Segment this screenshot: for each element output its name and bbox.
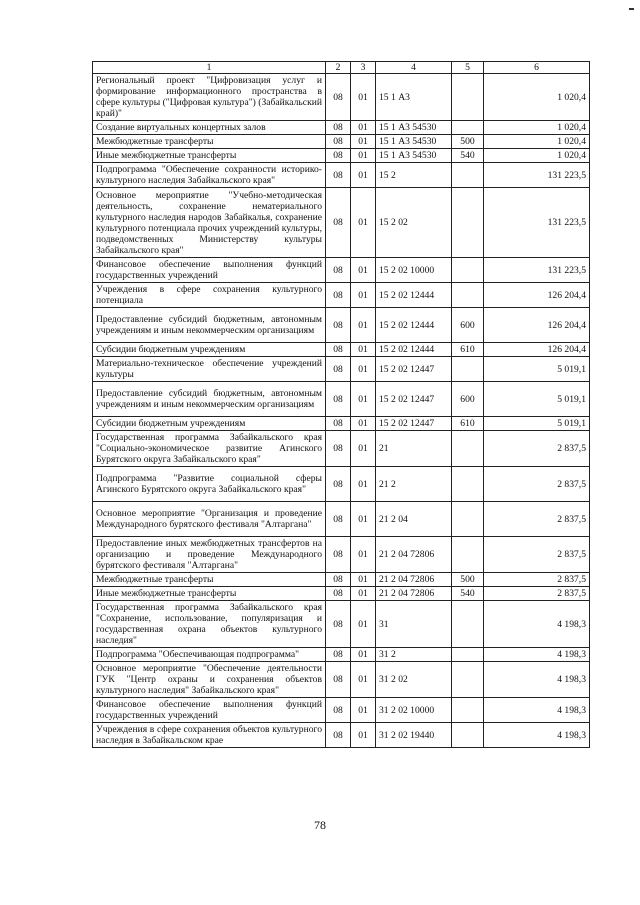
cell-c5: 600 [452,308,484,343]
table-row [93,308,590,343]
cell-c4: 21 2 04 [376,502,452,537]
cell-name: Финансовое обеспечение выполнения функций государственных учреждений [93,258,326,283]
cell-name: Финансовое обеспечение выполнения функций государственных учреждений [93,698,326,723]
cell-c3: 01 [351,587,376,601]
cell-c5 [452,357,484,382]
cell-name: Предоставление субсидий бюджетным, автономным учреждениям и иным некоммерческим организациям [93,382,326,417]
cell-c2: 08 [326,258,351,283]
cell-name: Иные межбюджетные трансферты [93,149,326,163]
cell-c5 [452,648,484,662]
table-row [93,382,590,417]
table-row [93,502,590,537]
header-col-3: 3 [351,62,376,74]
cell-c3: 01 [351,258,376,283]
cell-c6: 1 020,4 [484,74,590,121]
cell-c3: 01 [351,648,376,662]
budget-table [92,61,590,748]
cell-c2: 08 [326,283,351,308]
cell-c5 [452,502,484,537]
cell-c6: 1 020,4 [484,149,590,163]
table-row [93,573,590,587]
cell-c3: 01 [351,723,376,748]
table-row [93,343,590,357]
page-number: 78 [314,818,326,832]
cell-c4: 15 2 02 12447 [376,357,452,382]
table-row [93,537,590,573]
cell-c2: 08 [326,698,351,723]
cell-c5 [452,258,484,283]
cell-c6: 2 837,5 [484,573,590,587]
cell-c5: 540 [452,587,484,601]
cell-c2: 08 [326,723,351,748]
cell-c5: 540 [452,149,484,163]
cell-c4: 15 2 [376,163,452,188]
cell-c6: 4 198,3 [484,601,590,648]
table-row [93,74,590,121]
cell-c2: 08 [326,587,351,601]
cell-c5: 500 [452,135,484,149]
cell-name: Субсидии бюджетным учреждениям [93,343,326,357]
cell-c4: 31 [376,601,452,648]
cell-name: Материально-техническое обеспечение учреждений культуры [93,357,326,382]
cell-name: Подпрограмма "Развитие социальной сферы Агинского Бурятского округа Забайкальского края" [93,467,326,502]
cell-name: Государственная программа Забайкальского края "Сохранение, использование, популяризация и государственная охрана объектов культурного наследия" [93,601,326,648]
header-col-6: 6 [484,62,590,74]
cell-c3: 01 [351,382,376,417]
cell-c2: 08 [326,648,351,662]
table-row [93,135,590,149]
cell-c4: 15 1 А3 54530 [376,121,452,135]
cell-c4: 15 2 02 10000 [376,258,452,283]
cell-c6: 4 198,3 [484,662,590,698]
cell-c2: 08 [326,662,351,698]
cell-c5: 610 [452,343,484,357]
cell-c4: 21 [376,431,452,467]
table-row [93,431,590,467]
cell-c6: 2 837,5 [484,467,590,502]
header-row [93,62,590,74]
table-row [93,417,590,431]
cell-c5: 600 [452,382,484,417]
cell-c6: 131 223,5 [484,163,590,188]
cell-name: Иные межбюджетные трансферты [93,587,326,601]
cell-c3: 01 [351,502,376,537]
cell-c5 [452,467,484,502]
table-row [93,188,590,258]
cell-name: Основное мероприятие "Учебно-методическая деятельность, сохранение нематериального культурного наследия народов Забайкалья, сохранение культурного потенциала прочих учреждений культуры, подведомственных Министерству культуры Забайкальского края" [93,188,326,258]
scan-mark [629,8,634,10]
table-row [93,723,590,748]
cell-c3: 01 [351,308,376,343]
table-row [93,648,590,662]
cell-name: Предоставление иных межбюджетных трансфертов на организацию и проведение Международного бурятского фестиваля "Алтаргана" [93,537,326,573]
cell-c2: 08 [326,343,351,357]
cell-c5 [452,723,484,748]
cell-c6: 4 198,3 [484,723,590,748]
cell-c2: 08 [326,431,351,467]
cell-c4: 21 2 [376,467,452,502]
cell-c6: 2 837,5 [484,537,590,573]
cell-c4: 15 1 А3 54530 [376,135,452,149]
table-row [93,163,590,188]
table-row [93,601,590,648]
cell-c2: 08 [326,74,351,121]
table-row [93,357,590,382]
cell-c3: 01 [351,417,376,431]
table-row [93,698,590,723]
table-row [93,258,590,283]
cell-name: Субсидии бюджетным учреждениям [93,417,326,431]
cell-c3: 01 [351,135,376,149]
header-col-1: 1 [93,62,326,74]
cell-c6: 1 020,4 [484,121,590,135]
cell-c3: 01 [351,283,376,308]
cell-c3: 01 [351,573,376,587]
cell-c2: 08 [326,573,351,587]
cell-c2: 08 [326,357,351,382]
cell-c5 [452,121,484,135]
cell-c5 [452,601,484,648]
cell-c6: 4 198,3 [484,648,590,662]
header-col-5: 5 [452,62,484,74]
cell-c4: 15 2 02 12444 [376,308,452,343]
cell-c3: 01 [351,601,376,648]
table-row [93,121,590,135]
cell-c2: 08 [326,188,351,258]
cell-c3: 01 [351,431,376,467]
cell-c4: 15 2 02 [376,188,452,258]
cell-c4: 15 2 02 12444 [376,283,452,308]
cell-c4: 31 2 02 10000 [376,698,452,723]
cell-c3: 01 [351,357,376,382]
cell-name: Учреждения в сфере сохранения культурного потенциала [93,283,326,308]
cell-c4: 15 2 02 12447 [376,382,452,417]
table-row [93,587,590,601]
cell-name: Учреждения в сфере сохранения объектов культурного наследия в Забайкальском крае [93,723,326,748]
cell-c5: 610 [452,417,484,431]
cell-name: Основное мероприятие "Организация и проведение Международного бурятского фестиваля "Алтаргана" [93,502,326,537]
cell-c6: 5 019,1 [484,417,590,431]
cell-c5 [452,698,484,723]
cell-name: Подпрограмма "Обеспечение сохранности историко-культурного наследия Забайкальского края" [93,163,326,188]
cell-c3: 01 [351,121,376,135]
cell-c6: 2 837,5 [484,431,590,467]
cell-c2: 08 [326,417,351,431]
cell-name: Создание виртуальных концертных залов [93,121,326,135]
cell-c2: 08 [326,163,351,188]
cell-c5 [452,662,484,698]
cell-name: Основное мероприятие "Обеспечение деятельности ГУК "Центр охраны и сохранения объектов культурного наследия" Забайкальского края" [93,662,326,698]
cell-c4: 21 2 04 72806 [376,587,452,601]
cell-c5 [452,431,484,467]
cell-c4: 31 2 [376,648,452,662]
cell-c3: 01 [351,467,376,502]
cell-c6: 2 837,5 [484,502,590,537]
cell-c5 [452,74,484,121]
cell-c4: 15 2 02 12447 [376,417,452,431]
cell-c4: 31 2 02 19440 [376,723,452,748]
cell-c6: 2 837,5 [484,587,590,601]
cell-name: Государственная программа Забайкальского края "Социально-экономическое развитие Агинского Бурятского округа Забайкальского края" [93,431,326,467]
cell-name: Предоставление субсидий бюджетным, автономным учреждениям и иным некоммерческим организациям [93,308,326,343]
cell-name: Региональный проект "Цифровизация услуг и формирование информационного пространства в сфере культуры ("Цифровая культура") (Забайкальский край)" [93,74,326,121]
cell-c6: 4 198,3 [484,698,590,723]
cell-c4: 31 2 02 [376,662,452,698]
cell-c4: 21 2 04 72806 [376,537,452,573]
cell-name: Подпрограмма "Обеспечивающая подпрограмма" [93,648,326,662]
cell-c6: 5 019,1 [484,382,590,417]
cell-c6: 126 204,4 [484,283,590,308]
cell-c3: 01 [351,149,376,163]
cell-c3: 01 [351,188,376,258]
cell-c6: 5 019,1 [484,357,590,382]
cell-c6: 126 204,4 [484,308,590,343]
cell-name: Межбюджетные трансферты [93,135,326,149]
table-row [93,467,590,502]
cell-c3: 01 [351,537,376,573]
cell-c2: 08 [326,467,351,502]
cell-c2: 08 [326,121,351,135]
cell-c2: 08 [326,601,351,648]
cell-c5 [452,537,484,573]
cell-c2: 08 [326,308,351,343]
cell-c2: 08 [326,135,351,149]
cell-c6: 1 020,4 [484,135,590,149]
cell-c6: 131 223,5 [484,188,590,258]
cell-c5 [452,163,484,188]
table-row [93,149,590,163]
cell-c4: 21 2 04 72806 [376,573,452,587]
cell-c3: 01 [351,698,376,723]
cell-c5 [452,283,484,308]
cell-c6: 126 204,4 [484,343,590,357]
table-row [93,662,590,698]
cell-c3: 01 [351,163,376,188]
cell-c3: 01 [351,343,376,357]
cell-c4: 15 2 02 12444 [376,343,452,357]
cell-c3: 01 [351,74,376,121]
cell-c2: 08 [326,502,351,537]
cell-c3: 01 [351,662,376,698]
cell-c5 [452,188,484,258]
cell-c2: 08 [326,537,351,573]
cell-c6: 131 223,5 [484,258,590,283]
cell-c5: 500 [452,573,484,587]
header-col-4: 4 [376,62,452,74]
header-col-2: 2 [326,62,351,74]
cell-name: Межбюджетные трансферты [93,573,326,587]
cell-c2: 08 [326,382,351,417]
cell-c4: 15 1 А3 [376,74,452,121]
cell-c4: 15 1 А3 54530 [376,149,452,163]
table-body [93,74,590,748]
cell-c2: 08 [326,149,351,163]
table-row [93,283,590,308]
